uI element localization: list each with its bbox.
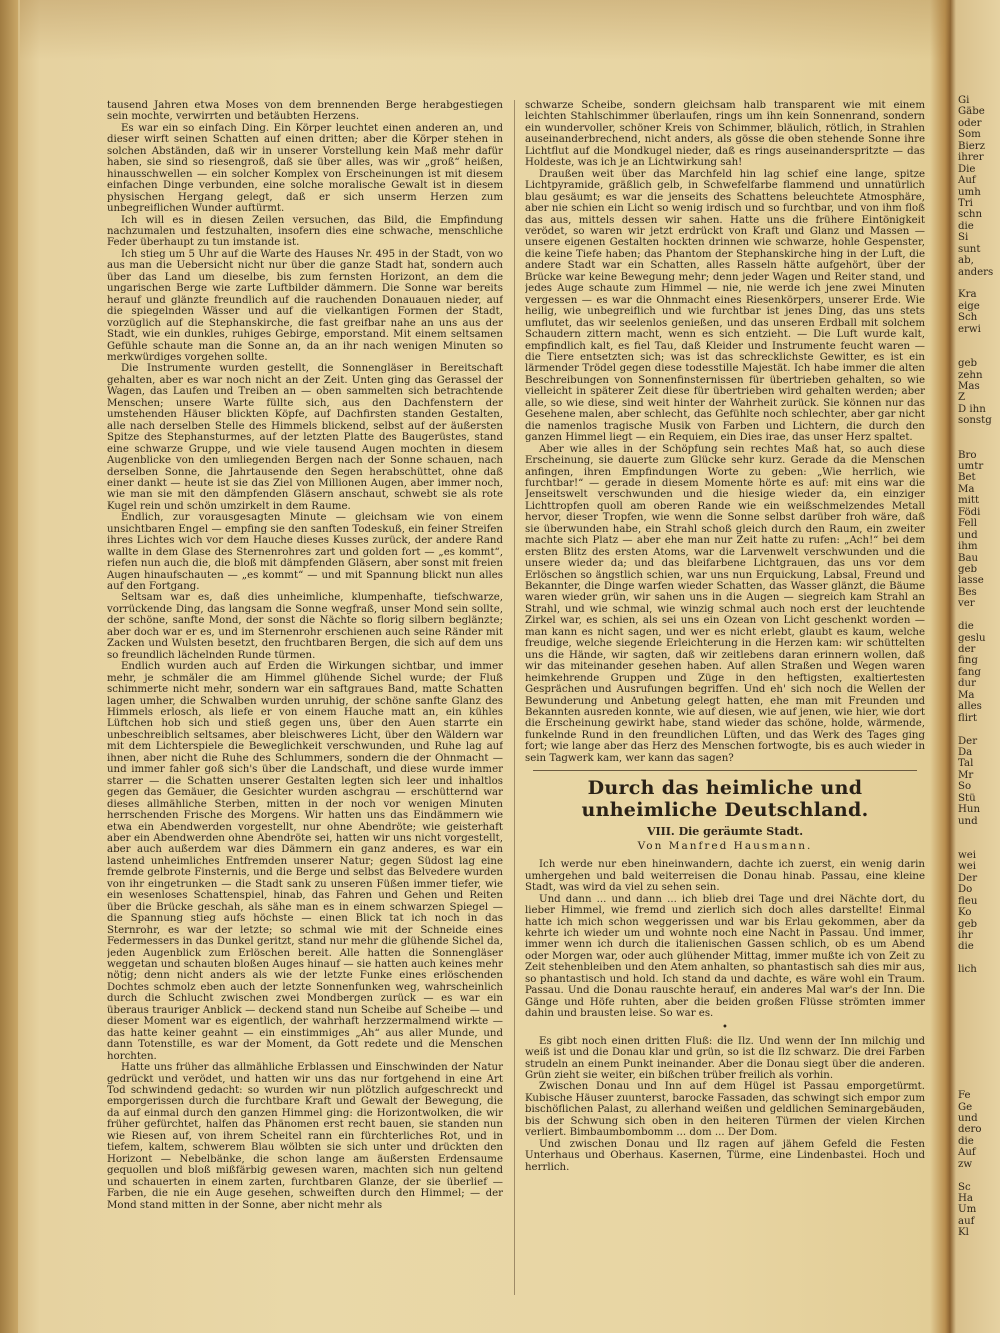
edge-fragment: Sch [958, 312, 978, 324]
section-separator: • [722, 1021, 728, 1033]
edge-fragment: Da [958, 746, 973, 758]
edge-fragment: Bet [958, 472, 976, 484]
edge-fragment: Der [958, 735, 978, 747]
edge-fragment: Ma [958, 483, 975, 495]
edge-fragment: Bro [958, 449, 977, 461]
edge-fragment: Mas [958, 380, 980, 392]
paper-stain [20, 0, 950, 60]
edge-fragment [958, 724, 1000, 735]
edge-fragment: Födi [958, 506, 981, 518]
edge-fragment: ver [958, 598, 975, 610]
edge-fragment [958, 976, 1000, 987]
edge-fragment: flirt [958, 712, 978, 724]
edge-fragment: Ma [958, 689, 975, 701]
text-paragraph: Endlich wurden auch auf Erden die Wirkungen sichtbar, und immer mehr, je schmäler die am Himmel glühende Sichel wurde; der Fluß schimmerte nicht mehr, sondern war ein saftgraues Band, matte Schatten lagen umher, die Schwalben wurden unruhig, der schöne sanfte Glanz des Himmels erlosch, als liefe er von einem Hauche matt an, ein kühles Lüftchen hob sich und stieß gegen uns, über den Auen starrte ein unbeschreiblich seltsames, aber bleischweres Licht, über den Wäldern war mit dem Lichterspiele die Beweglichkeit verschwunden, und Ruhe lag auf ihnen, aber nicht die Ruhe des Schlummers, sondern die der Ohnmacht — und immer fahler goß sich's über die Landschaft, und diese wurde immer starrer — die Schatten unserer Gestalten legten sich leer und inhaltlos gegen das Gemäuer, die Gesichter wurden aschgrau — erschütternd war dieses allmähliche Sterben, mitten in der noch vor wenigen Minuten herrschenden Frische des Morgens. Wir hatten uns das Eindämmern wie etwa ein Abendwerden vorgestellt, nur ohne Abendröte; wie geisterhaft aber ein Abendwerden ohne Abendröte sei, hatten wir uns nicht vorgestellt, aber auch außerdem war dies Dämmern ein ganz anderes, es war ein lastend unheimliches Entfremden unserer Natur; gegen Südost lag eine fremde gelbrote Finsternis, und die Berge und selbst das Belvedere wurden von ihr eingetrunken — die Stadt sank zu unseren Füßen immer tiefer, wie ein wesenloses Schattenspiel, hinab, das Fahren und Gehen und Reiten über die Brücke geschah, als sähe man es in einem schwarzen Spiegel — die Spannung stieg aufs höchste — einen Blick tat ich noch in das Sternrohr, es war der letzte; so schmal wie mit der Schneide eines Federmessers in das Dunkel geritzt, stand nur mehr die glühende Sichel da, jeden Augenblick zum Erlöschen bereit. Alle hatten die Sonnengläser weggetan und schauten bloßen Auges hinauf — sie hatten auch keines mehr nötig; denn nicht anders als wie der letzte Funke eines erlöschenden Dochtes schmolz eben auch der letzte Sonnenfunken weg, wahrscheinlich durch die Schlucht zwischen zwei Mondbergen zurück — es war ein überaus trauriger Anblick — deckend stand nun Scheibe auf Scheibe — und dieser Moment war es eigentlich, der wahrhaft herzzermalmend wirkte — das hatte keiner geahnt — ein einstimmiges „Ah“ aus aller Munde, und dann Totenstille, es war der Moment, da Gott redete und die Menschen horchten. [107, 661, 503, 1062]
edge-fragment: Ko [958, 907, 972, 919]
edge-fragment: Fell [958, 518, 978, 530]
edge-fragment: Som [958, 129, 981, 141]
edge-fragment: Tri [958, 197, 973, 209]
edge-fragment: Die [958, 163, 976, 175]
edge-fragment: fang [958, 666, 981, 678]
edge-fragment: wei [958, 861, 977, 873]
edge-fragment: zehn [958, 369, 983, 381]
edge-fragment: Ha [958, 1193, 973, 1204]
edge-fragment: ihm [958, 541, 978, 553]
edge-fragment: anders [958, 266, 994, 278]
article-paragraph: Es gibt noch einen dritten Fluß: die Ilz. Und wenn der Inn milchig und weiß ist und die Donau klar und grün, so ist die Ilz schwarz. Die drei Farben strudeln an einem Punkt ineinander. Aber die Donau siegt über die anderen. Grün zieht sie weiter, ein bißchen trüber freilich als vorhin. [525, 1035, 925, 1081]
edge-fragment: mitt [958, 495, 980, 507]
edge-fragment [958, 987, 1000, 998]
edge-fragment: erwi [958, 323, 981, 335]
edge-fragment: Gäbe [958, 106, 985, 118]
edge-fragment [958, 438, 1000, 449]
edge-fragment: Bau [958, 552, 979, 564]
text-paragraph: Es war ein so einfach Ding. Ein Körper leuchtet einen anderen an, und dieser wirft seinen Schatten auf einen dritten; aber die Körper stehen in solchen Abständen, daß wir in unserer Vorstellung kein Maß mehr dafür haben, sie sind so riesengroß, daß sie über alles, was wir „groß“ heißen, hinausschwellen — ein solcher Komplex von Erscheinungen ist mit diesem einfachen Dinge verbunden, eine solche moralische Gewalt ist in diesem physischen Hergang gelegt, daß er sich unserm Herzen zum unbegreiflichen Wunder auftürmt. [107, 122, 503, 215]
edge-fragment: und [958, 529, 978, 541]
edge-fragment: sonstg [958, 415, 992, 427]
edge-fragment: lich [958, 964, 977, 976]
article-title: Durch das heimliche und unheimliche Deutschland. [581, 777, 869, 822]
edge-fragment: D ihn [958, 403, 986, 415]
edge-fragment [958, 347, 1000, 358]
edge-fragment [958, 827, 1000, 838]
edge-fragment: Bes [958, 586, 977, 598]
text-paragraph: schwarze Scheibe, sondern gleichsam halb transparent wie mit einem leichten Stahlschimmer überlaufen, rings um ihn kein Sonnenrand, sondern ein wundervoller, schöner Kreis von Schimmer, bläulich, rötlich, in Strahlen auseinanderbrechend, nicht anders, als gösse die oben stehende Sonne ihre Lichtflut auf die Mondkugel nieder, daß es rings auseinanderspritzte — das Holdeste, was ich je an Lichtwirkung sah! [525, 100, 925, 169]
edge-fragment [958, 999, 1000, 1010]
article-author: Von Manfred Hausmann. [637, 840, 813, 853]
edge-fragment: Mr [958, 769, 974, 781]
edge-fragment: und [958, 1112, 978, 1124]
edge-fragment: Do [958, 884, 973, 896]
text-paragraph: Draußen weit über das Marchfeld hin lag schief eine lange, spitze Lichtpyramide, gräßlich gelb, in Schwefelfarbe flammend und unnatürlich blau gesäumt; es war die jenseits des Schattens beleuchtete Atmosphäre, aber nie schien ein Licht so wenig irdisch und so furchtbar, und von ihm floß das aus, mittels dessen wir sahen. Hatte uns die frühere Eintönigkeit verödet, so waren wir jetzt erdrückt von Kraft und Glanz und Massen — unsere eigenen Gestalten hockten drinnen wie schwarze, hohle Gespenster, die keine Tiefe haben; das Phantom der Stephanskirche hing in der Luft, die andere Stadt war ein Schatten, alles Rasseln hätte aufgehört, über der Brücke war keine Bewegung mehr; denn jeder Wagen und Reiter stand, und jedes Auge schaute zum Himmel — nie, nie werde ich jene zwei Minuten vergessen — es war die Ohnmacht eines Riesenkörpers, unserer Erde. Wie heilig, wie unbegreiflich und wie furchtbar ist jenes Ding, das uns stets umflutet, das wir seelenlos genießen, und das unseren Erdball mit solchem Schaudern zittern macht, wenn es sich entzieht. — Die Luft wurde kalt, empfindlich kalt, es fiel Tau, daß Kleider und Instrumente feucht waren — die Tiere entsetzten sich; was ist das schrecklichste Gewitter, es ist ein lärmender Trödel gegen diese todesstille Majestät. Ich habe immer die alten Beschreibungen von Sonnenfinsternissen für übertrieben gehalten, so wie vielleicht in späterer Zeit diese für übertrieben wird gehalten werden; aber alle, so wie diese, sind weit hinter der Wahrheit zurück. Sie können nur das Gesehene malen, aber schlecht, das Gefühlte noch schlechter, aber gar nicht die namenlos tragische Musik von Farben und Lichtern, die durch den ganzen Himmel liegt — ein Requiem, ein Dies irae, das unser Herz spaltet. [525, 168, 925, 444]
edge-fragment: wei [958, 849, 977, 861]
edge-fragment: dur [958, 678, 976, 690]
edge-fragment [958, 1044, 1000, 1055]
edge-fragment [958, 1067, 1000, 1078]
edge-fragment: ihr [958, 929, 973, 941]
edge-fragment: schn [958, 209, 983, 221]
edge-fragment: lasse [958, 575, 984, 587]
edge-fragment: Fe [958, 1090, 971, 1102]
edge-fragment: Um [958, 1204, 977, 1216]
edge-fragment [958, 1010, 1000, 1021]
edge-fragment: geb [958, 918, 978, 930]
edge-fragment: Z [958, 392, 966, 404]
edge-fragment: oder [958, 117, 982, 129]
edge-fragment: die [958, 220, 974, 232]
edge-fragment [958, 953, 1000, 964]
edge-fragment: Gi [958, 95, 970, 106]
edge-fragment: So [958, 781, 972, 793]
article-paragraph: Ich werde nur eben hineinwandern, dachte ich zuerst, ein wenig darin umhergehen und bald weiterreisen die Donau hinab. Passau, eine kleine Stadt, was wird da viel zu sehen sein. [525, 859, 925, 894]
text-paragraph: Seltsam war es, daß dies unheimliche, klumpenhafte, tiefschwarze, vorrückende Ding, das langsam die Sonne wegfraß, unser Mond sein sollte, der schöne, sanfte Mond, der sonst die Nächte so florig silbern beglänzte; aber doch war er es, und im Sternenrohr erschienen auch seine Ränder mit Zacken und Wulsten besetzt, den fruchtbaren Bergen, die sich auf dem uns so freundlich lächelnden Runde türmen. [107, 592, 503, 661]
edge-fragment: und [958, 815, 978, 827]
text-paragraph: Endlich, zur vorausgesagten Minute — gleichsam wie von einem unsichtbaren Engel — empfing sie den sanften Todeskuß, ein feiner Streifen ihres Lichtes wich vor dem Hauche dieses Kusses zurück, der andere Rand wallte in dem Glase des Sternenrohres zart und golden fort — „es kommt“, riefen nun auch die, die bloß mit dämpfenden Gläsern, aber sonst mit freien Augen hinaufschauten — „es kommt“ — und mit Spannung blickt nun alles auf den Fortgang. [107, 512, 503, 593]
page-binding [0, 0, 18, 1333]
edge-fragment: eige [958, 300, 980, 312]
text-paragraph: tausend Jahren etwa Moses von dem brennenden Berge herabgestiegen sein mochte, verwirrten und betäubten Herzens. [107, 100, 503, 123]
text-paragraph: Aber wie alles in der Schöpfung sein rechtes Maß hat, so auch diese Erscheinung, sie dauerte zum Glücke sehr kurz. Gerade da die Menschen anfingen, ihren Empfindungen Worte zu geben: „Wie herrlich, wie furchtbar!“ — gerade in diesem Momente hörte es auf: mit eins war die Jenseitswelt verschwunden und die hiesige wieder da, ein einziger Lichttropfen quoll am oberen Rande wie ein weißschmelzendes Metall hervor, dieser Tropfen, wie wenn die Sonne selbst darüber froh wäre, daß sie überwunden habe, ein Strahl schoß gleich durch den Raum, ein zweiter machte sich Platz — aber ehe man nur Zeit hatte zu rufen: „Ach!“ bei dem ersten Blitz des ersten Atoms, war die Larvenwelt verschwunden und die unsere wieder da; und das bleifarbene Lichtgrauen, das uns vor dem Erlöschen so ängstlich schien, war uns nun Erquickung, Labsal, Freund und Bekannter, die Dinge warfen wieder Schatten, das Wasser glänzt, die Bäume waren wieder grün, wir sahen uns in die Augen — siegreich kam Strahl an Strahl, und wie schmal, wie winzig schmal auch noch erst der leuchtende Zirkel war, es schien, als sei uns ein Ozean von Licht geschenkt worden — man kann es nicht sagen, und wer es nicht erlebt, glaubt es kaum, welche freudige, welche siegende Erleichterung in die Herzen kam: wir schüttelten uns die Hände, wir sagten, daß wir zeitlebens daran erinnern wollen, daß wir das miteinander gesehen haben. Auf allen Straßen und Wegen waren heimkehrende Gruppen und Züge in den heftigsten, exaltiertesten Gesprächen und Ausrufungen begriffen. Und eh' sich noch die Wellen der Bewunderung und Anbetung gelegt hatten, ehe man mit Freunden und Bekannten ausreden konnte, wie auf diesen, wie auf jenen, wie hier, wie dort die Erscheinung gewirkt habe, stand wieder das schöne, holde, wärmende, funkelnde Rund in den freundlichen Lüften, und das Werk des Tages ging fort; wie lange aber das Herz des Menschen fortwogte, bis es auch wieder in sein Tagwerk kam, wer kann das sagen? [525, 443, 925, 764]
edge-fragment [958, 610, 1000, 621]
edge-fragment: Ge [958, 1101, 973, 1113]
edge-fragment: fing [958, 655, 978, 667]
edge-fragment: geslu [958, 632, 986, 644]
edge-fragment: umtr [958, 461, 984, 472]
edge-fragment: die [958, 941, 974, 953]
edge-fragment: Stü [958, 792, 976, 804]
edge-fragment: die [958, 621, 974, 633]
edge-fragment [958, 1170, 1000, 1181]
edge-fragment: Auf [958, 1147, 976, 1159]
edge-fragment: zw [958, 1158, 973, 1170]
text-paragraph: Hatte uns früher das allmähliche Erblassen und Einschwinden der Natur gedrückt und verödet, und hatten wir uns das nur fortgehend in eine Art Tod schwindend gedacht: so wurden wir nun plötzlich aufgeschreckt und emporgerissen durch die furchtbare Kraft und Gewalt der Bewegung, die da auf einmal durch den ganzen Himmel ging: die Horizontwolken, die wir früher gefürchtet, halfen das Phänomen erst recht bauen, sie standen nun wie Riesen auf, von ihrem Scheitel rann ein fürchterliches Rot, und in tiefem, kaltem, schwerem Blau wölbten sie sich unter und drückten den Horizont — Nebelbänke, die schon lange am äußersten Erdensaume gequollen und bloß mißfärbig gewesen waren, machten sich nun geltend und schauerten in einem zarten, furchtbaren Glanze, der sie überlief — Farben, die nie ein Auge gesehen, schweiften durch den Himmel; — der Mond stand mitten in der Sonne, aber nicht mehr als [107, 1062, 503, 1211]
edge-fragment [958, 427, 1000, 438]
edge-fragment: Tal [958, 758, 974, 770]
column-divider [514, 100, 515, 1295]
edge-fragment [958, 1056, 1000, 1067]
edge-fragment: ihrer [958, 152, 984, 164]
edge-fragment: auf [958, 1215, 975, 1227]
edge-fragment: Kra [958, 289, 977, 301]
text-paragraph: Die Instrumente wurden gestellt, die Sonnengläser in Bereitschaft gehalten, aber es war noch nicht an der Zeit. Unten ging das Gerassel der Wagen, das Laufen und Treiben an — oben sammelten sich betrachtende Menschen; unsere Warte füllte sich, aus den Dachfenstern der umstehenden Häuser blickten Köpfe, auf Dachfirsten standen Gestalten, alle nach derselben Stelle des Himmels blickend, selbst auf der äußersten Spitze des Stephansturmes, auf der letzten Platte des Baugerüstes, stand eine schwarze Gruppe, und wie viele tausend Augen mochten in diesem Augenblicke von den umliegenden Bergen nach der Sonne schauen, nach derselben Sonne, die Jahrtausende den Segen herabschüttet, ohne daß einer dankt — heute ist sie das Ziel von Millionen Augen, aber immer noch, wie man sie mit den dämpfenden Gläsern anschaut, schwebt sie als rote Kugel rein und schön umzirkelt in dem Raume. [107, 363, 503, 512]
left-text-column [107, 100, 503, 1305]
edge-fragment [958, 1021, 1000, 1032]
edge-fragment [958, 278, 1000, 289]
edge-fragment: Bierz [958, 140, 986, 152]
article-subtitle: VIII. Die geräumte Stadt. [646, 825, 804, 839]
right-text-column [525, 100, 925, 1270]
edge-fragment: alles [958, 701, 982, 713]
edge-fragment: Der [958, 872, 978, 884]
article-paragraph: Und zwischen Donau und Ilz ragen auf jähem Gefeld die Festen Unterhaus und Oberhaus. Kasernen, Türme, eine Lindenbastei. Hoch und herrlich. [525, 1138, 925, 1173]
section-rule [533, 770, 917, 771]
text-paragraph: Ich stieg um 5 Uhr auf die Warte des Hauses Nr. 495 in der Stadt, von wo aus man die Uebersicht nicht nur über die ganze Stadt hat, sondern auch über das Land um dieselbe, bis zum fernsten Horizont, an dem die ungarischen Berge wie zarte Luftbilder dämmern. Die Sonne war bereits herauf und glänzte freundlich auf die rauchenden Donauauen nieder, auf die spiegelnden Wässer und auf die vielkantigen Formen der Stadt, vorzüglich auf die Stephanskirche, die fast greifbar nahe an uns aus der Stadt, wie ein dunkles, ruhiges Gebirge, emporstand. Mit einem seltsamen Gefühle schaute man die Sonne an, da an ihr nach wenigen Minuten so merkwürdiges vorgehen sollte. [107, 248, 503, 363]
edge-fragment: fleu [958, 895, 978, 907]
edge-fragment: umh [958, 186, 981, 198]
edge-fragment: dero [958, 1124, 982, 1136]
edge-fragment: Si [958, 232, 969, 244]
edge-fragment: geb [958, 358, 978, 370]
edge-fragment [958, 1079, 1000, 1090]
edge-fragment: Auf [958, 175, 976, 187]
text-paragraph: Ich will es in diesen Zeilen versuchen, das Bild, die Empfindung nachzumalen und festzuhalten, insofern dies eine schwache, menschliche Feder überhaupt zu tun imstande ist. [107, 214, 503, 249]
edge-fragment: der [958, 644, 976, 655]
edge-fragment [958, 838, 1000, 849]
edge-fragment: sunt [958, 243, 981, 255]
edge-fragment: ab, [958, 255, 974, 267]
edge-fragment: geb [958, 563, 978, 575]
edge-fragment: die [958, 1135, 974, 1147]
edge-fragment [958, 335, 1000, 346]
adjacent-page-edge [958, 95, 1000, 1295]
edge-fragment: Sc [958, 1181, 971, 1193]
edge-fragment: Hun [958, 804, 981, 816]
edge-fragment: Kl [958, 1227, 969, 1239]
article-paragraph: Zwischen Donau und Inn auf dem Hügel ist Passau emporgetürmt. Kubische Häuser zuunterst, barocke Fassaden, das schwingt sich empor zum bischöflichen Palast, zu allerhand weißen und geldlichen Seminargebäuden, bis der Schwung sich oben in den heiteren Türmen der vielen Kirchen verliert. Bimbaumbombomm ... dom ... Der Dom. [525, 1081, 925, 1139]
edge-fragment [958, 1033, 1000, 1044]
article-paragraph: Und dann ... und dann ... ich blieb drei Tage und drei Nächte dort, du lieber Himmel, wie fremd und zierlich sich doch alles darstellte! Einmal hatte ich mich schon weggerissen und war bis Erlau gekommen, aber da kehrte ich wieder um und wohnte noch eine Nacht in Passau. Und immer, immer wenn ich durch die italienischen Gassen schlich, ob es um Abend oder Morgen war, oder auch glühender Mittag, immer mußte ich von Zeit zu Zeit stehenbleiben und den Atem anhalten, so phantastisch sah dies mir aus, so phantastisch und hold. Ich stand da und dachte, es wäre wohl ein Traum. Passau. Und die Donau rauschte herauf, ein anderes Mal war's der Inn. Die Gänge und Höfe ruhten, aber die beiden großen Flüsse strömten immer dahin und brausten leise. So war es. [525, 893, 925, 1020]
